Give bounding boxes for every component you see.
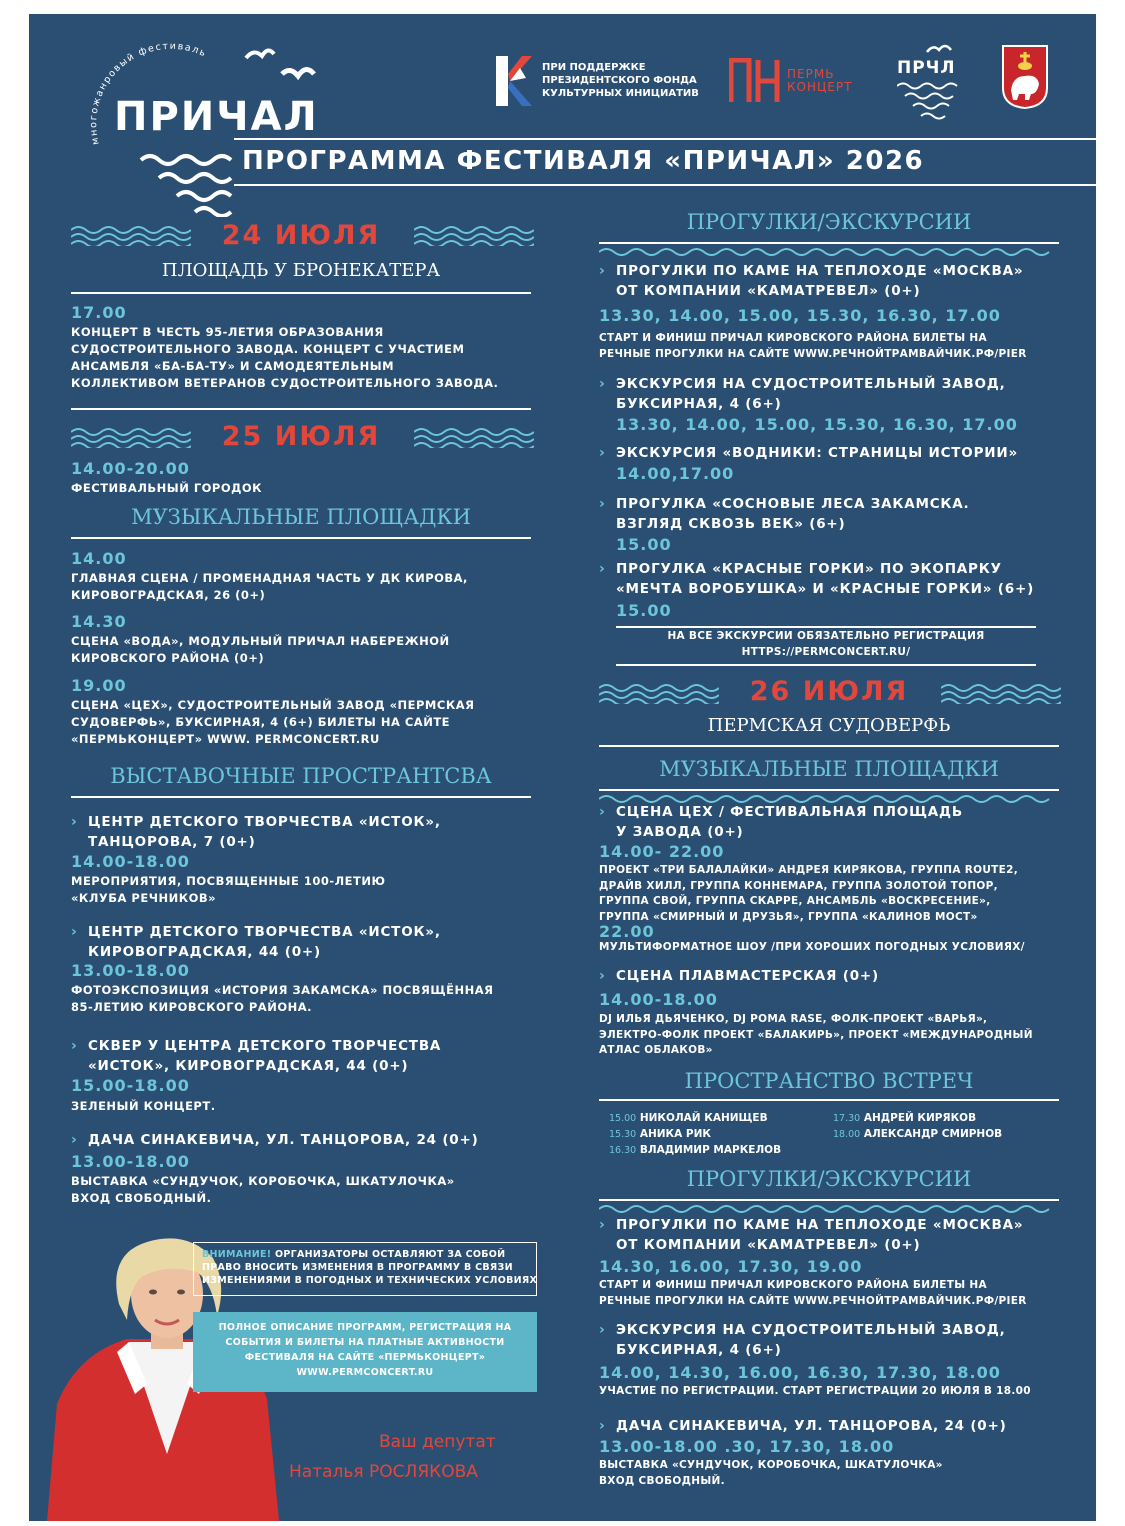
desc-line: КОЛЛЕКТИВОМ ВЕТЕРАНОВ СУДОСТРОИТЕЛЬНОГО ЗАВОДА. xyxy=(71,376,499,390)
title-line: СКВЕР У ЦЕНТРА ДЕТСКОГО ТВОРЧЕСТВА xyxy=(88,1038,442,1054)
desc-line: АНСАМБЛЯ «БА-БА-ТУ» И САМОДЕЯТЕЛЬНЫМ xyxy=(71,359,395,373)
wave-ornament-icon xyxy=(71,426,191,448)
support-line: КУЛЬТУРНЫХ ИНИЦИАТИВ xyxy=(542,88,699,99)
permkoncert-line: ПЕРМЬ xyxy=(787,67,835,81)
divider xyxy=(599,745,1059,747)
desc-line: ФОТОЭКСПОЗИЦИЯ «ИСТОРИЯ ЗАКАМСКА» ПОСВЯЩЁННАЯ xyxy=(71,983,494,997)
perm-coat-of-arms-icon xyxy=(1001,44,1049,110)
chevron-right-icon: › xyxy=(599,376,606,392)
info-line: WWW.PERMCONCERT.RU xyxy=(296,1367,434,1378)
pk-monogram-icon xyxy=(729,58,781,104)
title-line: БУКСИРНАЯ, 4 (6+) xyxy=(616,1342,782,1358)
venue-heading: ПЛОЩАДЬ У БРОНЕКАТЕРА xyxy=(161,260,441,281)
event-time: 13.30, 14.00, 15.00, 15.30, 16.30, 17.00 xyxy=(616,415,1018,434)
title-line: «ИСТОК», КИРОВОГРАДСКАЯ, 44 (0+) xyxy=(88,1058,409,1074)
logo-ring-textpath: многожанровый фестиваль xyxy=(88,40,209,146)
desc-line: АТЛАС ОБЛАКОВ» xyxy=(599,1044,713,1056)
event-time: 15.00 xyxy=(616,535,672,554)
title-line: ЭКСКУРСИЯ «ВОДНИКИ: СТРАНИЦЫ ИСТОРИИ» xyxy=(616,445,1018,461)
event-description xyxy=(71,570,541,604)
chevron-right-icon: › xyxy=(71,924,78,940)
desc-line: ВЫСТАВКА «СУНДУЧОК, КОРОБОЧКА, ШКАТУЛОЧКА» xyxy=(599,1459,943,1471)
festival-logo xyxy=(69,34,339,219)
date-heading: 26 ИЮЛЯ xyxy=(749,676,909,707)
desc-line: КОНЦЕРТ В ЧЕСТЬ 95-ЛЕТИЯ ОБРАЗОВАНИЯ xyxy=(71,325,384,339)
wave-ornament-icon xyxy=(414,426,534,448)
divider xyxy=(599,242,1059,244)
date-heading: 25 ИЮЛЯ xyxy=(221,421,381,452)
title-line: ПРОГУЛКИ ПО КАМЕ НА ТЕПЛОХОДЕ «МОСКВА» xyxy=(616,1217,1024,1233)
expo-item-title xyxy=(71,1130,541,1150)
desc-line: «КЛУБА РЕЧНИКОВ» xyxy=(71,891,217,905)
event-time: 14.00,17.00 xyxy=(616,464,735,483)
meeting-time: 15.30 xyxy=(609,1129,637,1140)
event-description xyxy=(71,633,541,667)
event-description xyxy=(599,1012,1079,1059)
meeting-name: АНИКА РИК xyxy=(639,1128,711,1140)
divider xyxy=(616,664,1036,666)
permkoncert-logo xyxy=(729,58,879,104)
title-line: ЭКСКУРСИЯ НА СУДОСТРОИТЕЛЬНЫЙ ЗАВОД, xyxy=(616,1322,1006,1338)
meeting-time: 15.00 xyxy=(609,1113,637,1124)
desc-line: ДРАЙВ ХИЛЛ, ГРУППА КОННЕМАРА, ГРУППА ЗОЛОТОЙ ТОПОР, xyxy=(599,879,998,892)
deputy-name: Наталья РОСЛЯКОВА xyxy=(289,1462,478,1482)
meeting-name: ВЛАДИМИР МАРКЕЛОВ xyxy=(639,1144,782,1156)
stage-item-title xyxy=(599,802,1069,842)
event-time: 14.00, 14.30, 16.00, 16.30, 17.30, 18.00 xyxy=(599,1363,1001,1382)
desc-line: ГЛАВНАЯ СЦЕНА / ПРОМЕНАДНАЯ ЧАСТЬ У ДК КИРОВА, xyxy=(71,571,468,585)
desc-line: DJ ИЛЬЯ ДЬЯЧЕНКО, DJ POMA RASE, ФОЛК-ПРОЕКТ «ВАРЬЯ», xyxy=(599,1013,988,1025)
event-description xyxy=(71,982,551,1016)
desc-line: СЦЕНА «ВОДА», МОДУЛЬНЫЙ ПРИЧАЛ НАБЕРЕЖНОЙ xyxy=(71,634,450,648)
event-description: МУЛЬТИФОРМАТНОЕ ШОУ /ПРИ ХОРОШИХ ПОГОДНЫХ УСЛОВИЯХ/ xyxy=(599,941,1025,953)
divider xyxy=(71,292,531,294)
event-time: 14.30 xyxy=(71,612,127,631)
title-line: ТАНЦОРОВА, 7 (0+) xyxy=(88,834,256,850)
walk-item-title xyxy=(599,1416,1069,1436)
desc-line: СЦЕНА «ЦЕХ», СУДОСТРОИТЕЛЬНЫЙ ЗАВОД «ПЕРМСКАЯ xyxy=(71,698,475,712)
wave-ornament-icon xyxy=(71,224,191,246)
chevron-right-icon: › xyxy=(599,445,606,461)
chevron-right-icon: › xyxy=(599,968,606,984)
event-time: 14.00-18.00 xyxy=(599,990,718,1009)
desc-line: 85-ЛЕТИЮ КИРОВСКОГО РАЙОНА. xyxy=(71,1000,312,1014)
desc-line: СТАРТ И ФИНИШ ПРИЧАЛ КИРОВСКОГО РАЙОНА БИЛЕТЫ НА xyxy=(599,332,987,344)
divider xyxy=(599,1099,1059,1101)
wave-ornament-icon xyxy=(414,224,534,246)
meeting-name: АНДРЕЙ КИРЯКОВ xyxy=(863,1112,977,1124)
desc-line: СУДОСТРОИТЕЛЬНОГО ЗАВОДА. КОНЦЕРТ С УЧАСТИЕМ xyxy=(71,342,465,356)
event-time: 14.00- 22.00 xyxy=(599,842,725,861)
prchl-logo xyxy=(895,42,965,122)
desc-line: ГРУППА СВОЙ, ГРУППА СКАРРЕ, АНСАМБЛЬ «ВОСКРЕСЕНИЕ», xyxy=(599,895,991,907)
notice-box xyxy=(193,1242,537,1296)
divider xyxy=(599,789,1059,791)
chevron-right-icon: › xyxy=(71,1038,78,1054)
meeting-name: АЛЕКСАНДР СМИРНОВ xyxy=(863,1128,1003,1140)
deputy-caption: Ваш депутат xyxy=(379,1432,496,1452)
event-time: 15.00 xyxy=(616,601,672,620)
info-box xyxy=(193,1312,537,1392)
event-time: 19.00 xyxy=(71,676,127,695)
title-line: «МЕЧТА ВОРОБУШКА» И «КРАСНЫЕ ГОРКИ» (6+) xyxy=(616,581,1035,597)
section-heading: ПРОСТРАНСТВО ВСТРЕЧ xyxy=(684,1069,974,1093)
registration-line: НА ВСЕ ЭКСКУРСИИ ОБЯЗАТЕЛЬНО РЕГИСТРАЦИЯ xyxy=(667,630,985,642)
meeting-time: 16.30 xyxy=(609,1145,637,1156)
walk-item-title xyxy=(599,374,1069,414)
desc-line: МЕРОПРИЯТИЯ, ПОСВЯЩЕННЫЕ 100-ЛЕТИЮ xyxy=(71,874,386,888)
title-line: СЦЕНА ПЛАВМАСТЕРСКАЯ (0+) xyxy=(616,968,879,984)
pfki-k-icon xyxy=(496,56,536,106)
logo-waves-icon xyxy=(139,152,249,217)
expo-item-title xyxy=(71,922,541,962)
seagull-icon xyxy=(244,44,324,89)
divider xyxy=(71,537,531,539)
registration-note xyxy=(616,629,1036,660)
info-line: СОБЫТИЯ И БИЛЕТЫ НА ПЛАТНЫЕ АКТИВНОСТИ xyxy=(225,1337,505,1348)
registration-line: HTTPS://PERMCONCERT.RU/ xyxy=(741,645,911,658)
wave-ornament-icon xyxy=(599,682,719,704)
chevron-right-icon: › xyxy=(599,1418,606,1434)
title-line: БУКСИРНАЯ, 4 (6+) xyxy=(616,396,782,412)
event-description: ЗЕЛЕНЫЙ КОНЦЕРТ. xyxy=(71,1099,216,1113)
title-line: ПРОГУЛКА «СОСНОВЫЕ ЛЕСА ЗАКАМСКА. xyxy=(616,496,970,512)
walk-item-title xyxy=(599,261,1069,301)
desc-line: РЕЧНЫЕ ПРОГУЛКИ НА САЙТЕ WWW.РЕЧНОЙТРАМВАЙЧИК.РФ/PIER xyxy=(599,347,1027,360)
event-description xyxy=(599,1458,1079,1489)
chevron-right-icon: › xyxy=(599,496,606,512)
title-line: ДАЧА СИНАКЕВИЧА, УЛ. ТАНЦОРОВА, 24 (0+) xyxy=(88,1132,479,1148)
desc-line: ВЫСТАВКА «СУНДУЧОК, КОРОБОЧКА, ШКАТУЛОЧКА» xyxy=(71,1174,455,1188)
title-line: ОТ КОМПАНИИ «КАМАТРЕВЕЛ» (0+) xyxy=(616,283,921,299)
desc-line: КИРОВСКОГО РАЙОНА (0+) xyxy=(71,651,265,665)
event-time: 14.30, 16.00, 17.30, 19.00 xyxy=(599,1257,863,1276)
event-time: 13.00-18.00 .30, 17.30, 18.00 xyxy=(599,1437,895,1456)
event-description xyxy=(599,331,1079,362)
support-line: ПРЕЗИДЕНТСКОГО ФОНДА xyxy=(542,75,697,86)
notice-line: ИЗМЕНЕНИЯМИ В ПОГОДНЫХ И ТЕХНИЧЕСКИХ УСЛОВИЯХ xyxy=(202,1275,538,1286)
title-line: ПРОГУЛКИ ПО КАМЕ НА ТЕПЛОХОДЕ «МОСКВА» xyxy=(616,263,1024,279)
section-heading: ПРОГУЛКИ/ЭКСКУРСИИ xyxy=(686,1167,972,1191)
chevron-right-icon: › xyxy=(599,1322,606,1338)
event-description xyxy=(71,1173,541,1207)
wave-ornament-icon xyxy=(599,246,1059,256)
meeting-time: 18.00 xyxy=(833,1129,861,1140)
title-line: ЭКСКУРСИЯ НА СУДОСТРОИТЕЛЬНЫЙ ЗАВОД, xyxy=(616,376,1006,392)
event-time: 14.00 xyxy=(71,549,127,568)
meeting-time: 17.30 xyxy=(833,1113,861,1124)
event-description xyxy=(599,1278,1079,1309)
divider xyxy=(599,1199,1059,1201)
event-time: 13.30, 14.00, 15.00, 15.30, 16.30, 17.00 xyxy=(599,306,1001,325)
info-line: ПОЛНОЕ ОПИСАНИЕ ПРОГРАММ, РЕГИСТРАЦИЯ НА xyxy=(218,1322,512,1333)
presidential-fund-logo xyxy=(496,56,716,106)
info-line: ФЕСТИВАЛЯ НА САЙТЕ «ПЕРМЬКОНЦЕРТ» xyxy=(244,1352,486,1363)
notice-line: ПРАВО ВНОСИТЬ ИЗМЕНЕНИЯ В ПРОГРАММУ В СВЯЗИ xyxy=(202,1262,513,1273)
event-description: УЧАСТИЕ ПО РЕГИСТРАЦИИ. СТАРТ РЕГИСТРАЦИИ 20 ИЮЛЯ В 18.00 xyxy=(599,1385,1031,1397)
event-time: 14.00-18.00 xyxy=(71,852,190,871)
desc-line: РЕЧНЫЕ ПРОГУЛКИ НА САЙТЕ WWW.РЕЧНОЙТРАМВАЙЧИК.РФ/PIER xyxy=(599,1294,1027,1307)
desc-line: СТАРТ И ФИНИШ ПРИЧАЛ КИРОВСКОГО РАЙОНА БИЛЕТЫ НА xyxy=(599,1279,987,1291)
desc-line: ВХОД СВОБОДНЫЙ. xyxy=(599,1474,725,1487)
divider xyxy=(71,408,531,410)
prchl-label: ПРЧЛ xyxy=(897,58,956,78)
chevron-right-icon: › xyxy=(599,804,606,820)
prchl-waves-icon xyxy=(897,82,961,120)
permkoncert-line: КОНЦЕРТ xyxy=(787,80,853,94)
walk-item-title xyxy=(599,1320,1069,1360)
event-time: 13.00-18.00 xyxy=(71,1152,190,1171)
festival-poster xyxy=(29,14,1096,1521)
walk-item-title xyxy=(599,494,1069,534)
event-description xyxy=(71,873,541,907)
notice-label: ВНИМАНИЕ! xyxy=(202,1249,272,1260)
title-line: ПРОГУЛКА «КРАСНЫЕ ГОРКИ» ПО ЭКОПАРКУ xyxy=(616,561,1002,577)
title-line: ОТ КОМПАНИИ «КАМАТРЕВЕЛ» (0+) xyxy=(616,1237,921,1253)
support-line: ПРИ ПОДДЕРЖКЕ xyxy=(542,62,646,73)
title-line: ЦЕНТР ДЕТСКОГО ТВОРЧЕСТВА «ИСТОК», xyxy=(88,924,441,940)
notice-line: ОРГАНИЗАТОРЫ ОСТАВЛЯЮТ ЗА СОБОЙ xyxy=(271,1249,506,1260)
logo-word: ПРИЧАЛ xyxy=(114,94,319,140)
expo-item-title xyxy=(71,812,541,852)
chevron-right-icon: › xyxy=(71,1132,78,1148)
wave-ornament-icon xyxy=(941,682,1061,704)
section-heading: ВЫСТАВОЧНЫЕ ПРОСТРАНТСВА xyxy=(110,764,492,788)
title-line: СЦЕНА ЦЕХ / ФЕСТИВАЛЬНАЯ ПЛОЩАДЬ xyxy=(616,804,963,820)
desc-line: «ПЕРМЬКОНЦЕРТ» WWW. PERMCONCERT.RU xyxy=(71,732,380,746)
desc-line: КИРОВОГРАДСКАЯ, 26 (0+) xyxy=(71,588,266,602)
desc-line: ВХОД СВОБОДНЫЙ. xyxy=(71,1191,212,1205)
venue-heading: ПЕРМСКАЯ СУДОВЕРФЬ xyxy=(707,715,951,736)
chevron-right-icon: › xyxy=(599,263,606,279)
desc-line: СУДОВЕРФЬ», БУКСИРНАЯ, 4 (6+) БИЛЕТЫ НА САЙТЕ xyxy=(71,715,451,729)
meetings-list xyxy=(609,1110,1059,1160)
prchl-seagull-icon xyxy=(925,42,955,56)
title-bar xyxy=(234,138,1096,186)
event-description xyxy=(599,863,1079,925)
wave-ornament-icon xyxy=(599,1203,1059,1213)
divider xyxy=(616,626,1036,628)
event-description: ФЕСТИВАЛЬНЫЙ ГОРОДОК xyxy=(71,481,263,495)
title-line: ДАЧА СИНАКЕВИЧА, УЛ. ТАНЦОРОВА, 24 (0+) xyxy=(616,1418,1007,1434)
date-heading: 24 ИЮЛЯ xyxy=(221,220,381,251)
title-line: ЦЕНТР ДЕТСКОГО ТВОРЧЕСТВА «ИСТОК», xyxy=(88,814,441,830)
meeting-name: НИКОЛАЙ КАНИЩЕВ xyxy=(639,1112,768,1124)
desc-line: ЭЛЕКТРО-ФОЛК ПРОЕКТ «БАЛАКИРЬ», ПРОЕКТ «МЕЖДУНАРОДНЫЙ xyxy=(599,1028,1033,1041)
section-heading: МУЗЫКАЛЬНЫЕ ПЛОЩАДКИ xyxy=(659,757,999,781)
desc-line: ПРОЕКТ «ТРИ БАЛАЛАЙКИ» АНДРЕЯ КИРЯКОВА, ГРУППА ROUTE2, xyxy=(599,864,1018,876)
section-heading: ПРОГУЛКИ/ЭКСКУРСИИ xyxy=(686,210,972,234)
chevron-right-icon: › xyxy=(599,561,606,577)
walk-item-title xyxy=(599,559,1069,599)
divider xyxy=(71,796,531,798)
title-line: У ЗАВОДА (0+) xyxy=(616,824,744,840)
expo-item-title xyxy=(71,1036,541,1076)
event-description xyxy=(71,324,541,392)
title-line: ВЗГЛЯД СКВОЗЬ ВЕК» (6+) xyxy=(616,516,846,532)
event-time: 14.00-20.00 xyxy=(71,459,190,478)
event-time: 17.00 xyxy=(71,303,127,322)
event-description xyxy=(71,697,541,748)
event-time: 22.00 xyxy=(599,922,655,941)
section-heading: МУЗЫКАЛЬНЫЕ ПЛОЩАДКИ xyxy=(131,505,471,529)
desc-line: ГРУППА «СМИРНЫЙ И ДРУЗЬЯ», ГРУППА «КАЛИНОВ МОСТ» xyxy=(599,910,978,923)
event-time: 13.00-18.00 xyxy=(71,961,190,980)
chevron-right-icon: › xyxy=(71,814,78,830)
title-line: КИРОВОГРАДСКАЯ, 44 (0+) xyxy=(88,944,321,960)
stage-item-title xyxy=(599,966,1069,986)
page-title: ПРОГРАММА ФЕСТИВАЛЯ «ПРИЧАЛ» 2026 xyxy=(242,146,925,176)
walk-item-title xyxy=(599,443,1069,463)
event-time: 15.00-18.00 xyxy=(71,1076,190,1095)
chevron-right-icon: › xyxy=(599,1217,606,1233)
walk-item-title xyxy=(599,1215,1069,1255)
